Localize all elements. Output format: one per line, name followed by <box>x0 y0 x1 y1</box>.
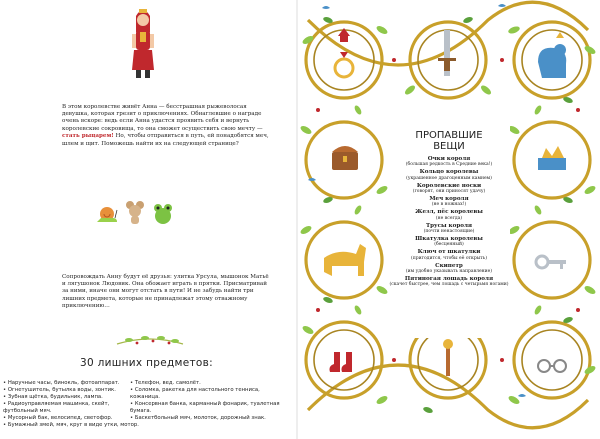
list-item: • Бумажный змей, мяч, круг в виде утки, мотор. <box>3 422 143 429</box>
vine-branch-decoration <box>115 332 185 350</box>
left-page <box>0 0 296 439</box>
list-item <box>388 263 510 275</box>
item-desc: (пригодится, чтобы её открыть) <box>410 255 487 261</box>
item-desc: (не всегда) <box>435 215 463 221</box>
item-name: Шкатулка королевы <box>415 235 483 242</box>
mouse-illustration <box>124 200 146 226</box>
list-item: • Консервная банка, карманный фонарик, туалетная бумага. <box>130 401 280 415</box>
snail-illustration <box>95 204 119 224</box>
item-desc: (почти ненастоящие) <box>423 228 475 234</box>
item-desc: (большая редкость в Средние века!) <box>405 162 493 168</box>
sword-icon <box>438 30 456 76</box>
intro-highlight: стать рыцарем! <box>62 133 114 140</box>
friends-text: Сопровождать Анну будут её друзья: улитка Урсула, мышонок Матьё и лягушонок Людовик. Она обожает играть в прятки. Присматривай за ними, иначе они могут отстать в пути! И не забудь найти три лишних предмета, которые не принадлежат этому отважному приключению… <box>62 273 269 310</box>
scepter-icon <box>443 339 453 376</box>
title-line: ВЕЩИ <box>433 141 465 152</box>
item-desc: (говорят, они приносят удачу) <box>412 189 486 195</box>
list-item: • Телефон, вед. самолёт. <box>130 380 280 387</box>
crown-pillow-icon <box>538 146 566 170</box>
extra-items-list-2 <box>130 380 280 422</box>
intro-paragraph-end: Но, чтобы отправиться в путь, ей понадобятся меч, шлем и щит. Поможешь найти их на следующей странице? <box>62 133 269 147</box>
intro-text <box>62 104 272 148</box>
list-item: • Баскетбольный мяч, молоток, дорожный знак. <box>130 415 280 422</box>
glasses-icon <box>538 360 566 372</box>
list-item <box>388 196 510 208</box>
item-desc: (скачет быстрее, чем лошадь с четырьмя ногами) <box>389 282 509 288</box>
socks-icon <box>330 352 353 372</box>
item-name: Жезл, пёс королевы <box>415 209 483 216</box>
dog-icon <box>538 32 566 78</box>
title-line: ПРОПАВШИЕ <box>415 130 483 141</box>
item-name: Кольцо королевы <box>419 169 479 176</box>
item-name: Пятиногая лошадь короля <box>404 275 494 282</box>
list-item <box>388 276 510 288</box>
extra-items-title: 30 лишних предметов: <box>80 357 213 369</box>
list-item <box>388 169 510 181</box>
list-item <box>388 183 510 195</box>
list-item <box>388 156 510 168</box>
item-desc: (бесценный) <box>434 242 464 248</box>
princess-anna-illustration <box>128 6 158 82</box>
list-item: • Мусорный бак, велосипед, светофор. <box>3 415 143 422</box>
missing-items-title <box>388 130 510 152</box>
frog-illustration <box>152 202 174 226</box>
list-item: • Наручные часы, бинокль, фотоаппарат. <box>3 380 143 387</box>
key-icon <box>536 256 566 269</box>
item-name: Трусы короля <box>425 222 473 229</box>
item-desc: (не в ножнах!) <box>431 202 467 208</box>
item-desc: (украшенное драгоценным камнем) <box>406 175 492 181</box>
missing-items-list <box>388 156 510 289</box>
right-page-vine-maze <box>298 0 600 439</box>
list-item <box>388 249 510 261</box>
item-desc: (им удобно указывать направление) <box>405 268 493 274</box>
item-name: Скипетр <box>435 262 463 269</box>
intro-paragraph: В этом королевстве живёт Анна — бесстрашная рыжеволосая девушка, которая грезит о приключениях. Обнаглевшие о награде очень вскоре: ведь если Анна удастся проявить себя и вернуть королевские сокровища, то она сможет осуществить свою мечту — <box>62 103 263 132</box>
missing-items-panel <box>388 120 510 338</box>
list-item <box>388 209 510 221</box>
ring-icon <box>335 52 353 77</box>
item-name: Ключ от шкатулки <box>417 249 481 256</box>
extra-items-list-1 <box>3 380 143 429</box>
list-item <box>388 223 510 235</box>
item-name: Королевские носки <box>416 182 482 189</box>
list-item <box>388 236 510 248</box>
list-item: • Огнетушитель, бутылка воды, зонтик. <box>3 387 143 394</box>
list-item: • Зубная щётка, будильник, лампа. <box>3 394 143 401</box>
treasure-chest-icon <box>332 146 358 170</box>
list-item: • Соломка, ракетка для настольного тенниса, кожаница. <box>130 387 280 401</box>
item-name: Очки короля <box>427 156 471 162</box>
item-name: Меч короля <box>429 195 469 202</box>
list-item: • Радиоуправляемая машинка, скейт, футбольный мяч. <box>3 401 143 415</box>
horse-icon <box>324 244 366 276</box>
